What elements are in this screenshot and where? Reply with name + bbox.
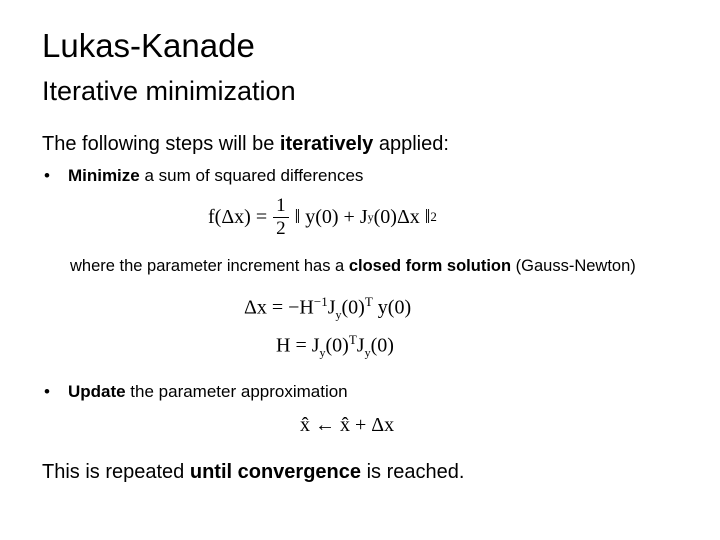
eq1-lhs: f(Δx) = — [208, 205, 268, 228]
intro-text-after: applied: — [373, 133, 449, 155]
equation-update: x̂ ← x̂ + Δx — [300, 414, 395, 436]
eq1-tail: (0)Δx ‖ — [373, 205, 431, 228]
bullet-update — [44, 380, 348, 404]
where-text-after: (Gauss-Newton) — [511, 257, 636, 275]
eq2-part-b: J — [327, 296, 336, 319]
eq2-subscript: y — [335, 307, 342, 322]
bullet-marker: • — [44, 382, 50, 401]
intro-text — [42, 130, 449, 158]
eq3-part-a: H = J — [276, 334, 320, 357]
eq1-fraction — [273, 195, 289, 240]
bullet-update-bold: Update — [67, 382, 126, 401]
closing-text-before: This is repeated — [42, 461, 190, 483]
bullet-update-text: the parameter approximation — [125, 382, 348, 401]
intro-text-bold: iteratively — [279, 133, 374, 155]
eq2-inverse: −1 — [313, 294, 328, 309]
eq1-numerator: 1 — [273, 195, 289, 218]
eq2-part-a: Δx = −H — [244, 296, 314, 319]
eq2-part-d: y(0) — [377, 296, 412, 319]
eq3-transpose: T — [348, 332, 357, 347]
eq3-subscript-1: y — [319, 345, 326, 360]
eq1-denominator: 2 — [276, 217, 286, 239]
slide-title: Lukas-Kanade — [42, 27, 255, 64]
slide-subtitle: Iterative minimization — [42, 76, 296, 106]
eq3-part-c: J — [356, 334, 365, 357]
equation-delta-x — [244, 294, 411, 323]
closing-text — [42, 458, 464, 486]
where-text-bold: closed form solution — [348, 257, 512, 275]
equation-hessian — [276, 332, 394, 361]
eq2-part-c: (0) — [341, 296, 365, 319]
closing-text-after: is reached. — [361, 461, 465, 483]
eq3-part-d: (0) — [370, 334, 394, 357]
bullet-minimize-text: a sum of squared differences — [139, 166, 364, 185]
eq1-exponent: 2 — [430, 209, 437, 224]
eq2-transpose: T — [364, 294, 373, 309]
eq3-part-b: (0) — [325, 334, 349, 357]
bullet-marker: • — [44, 166, 50, 185]
where-text-before: where the parameter increment has a — [70, 257, 349, 275]
closing-text-bold: until convergence — [189, 461, 362, 483]
bullet-minimize — [44, 164, 363, 188]
intro-text-before: The following steps will be — [42, 133, 280, 155]
eq1-rhs: ‖ y(0) + J — [294, 205, 368, 228]
equation-cost-function — [208, 192, 437, 242]
eq3-subscript-2: y — [364, 345, 371, 360]
bullet-minimize-bold: Minimize — [67, 166, 140, 185]
eq1-subscript: y — [367, 209, 374, 224]
where-text — [70, 254, 636, 278]
